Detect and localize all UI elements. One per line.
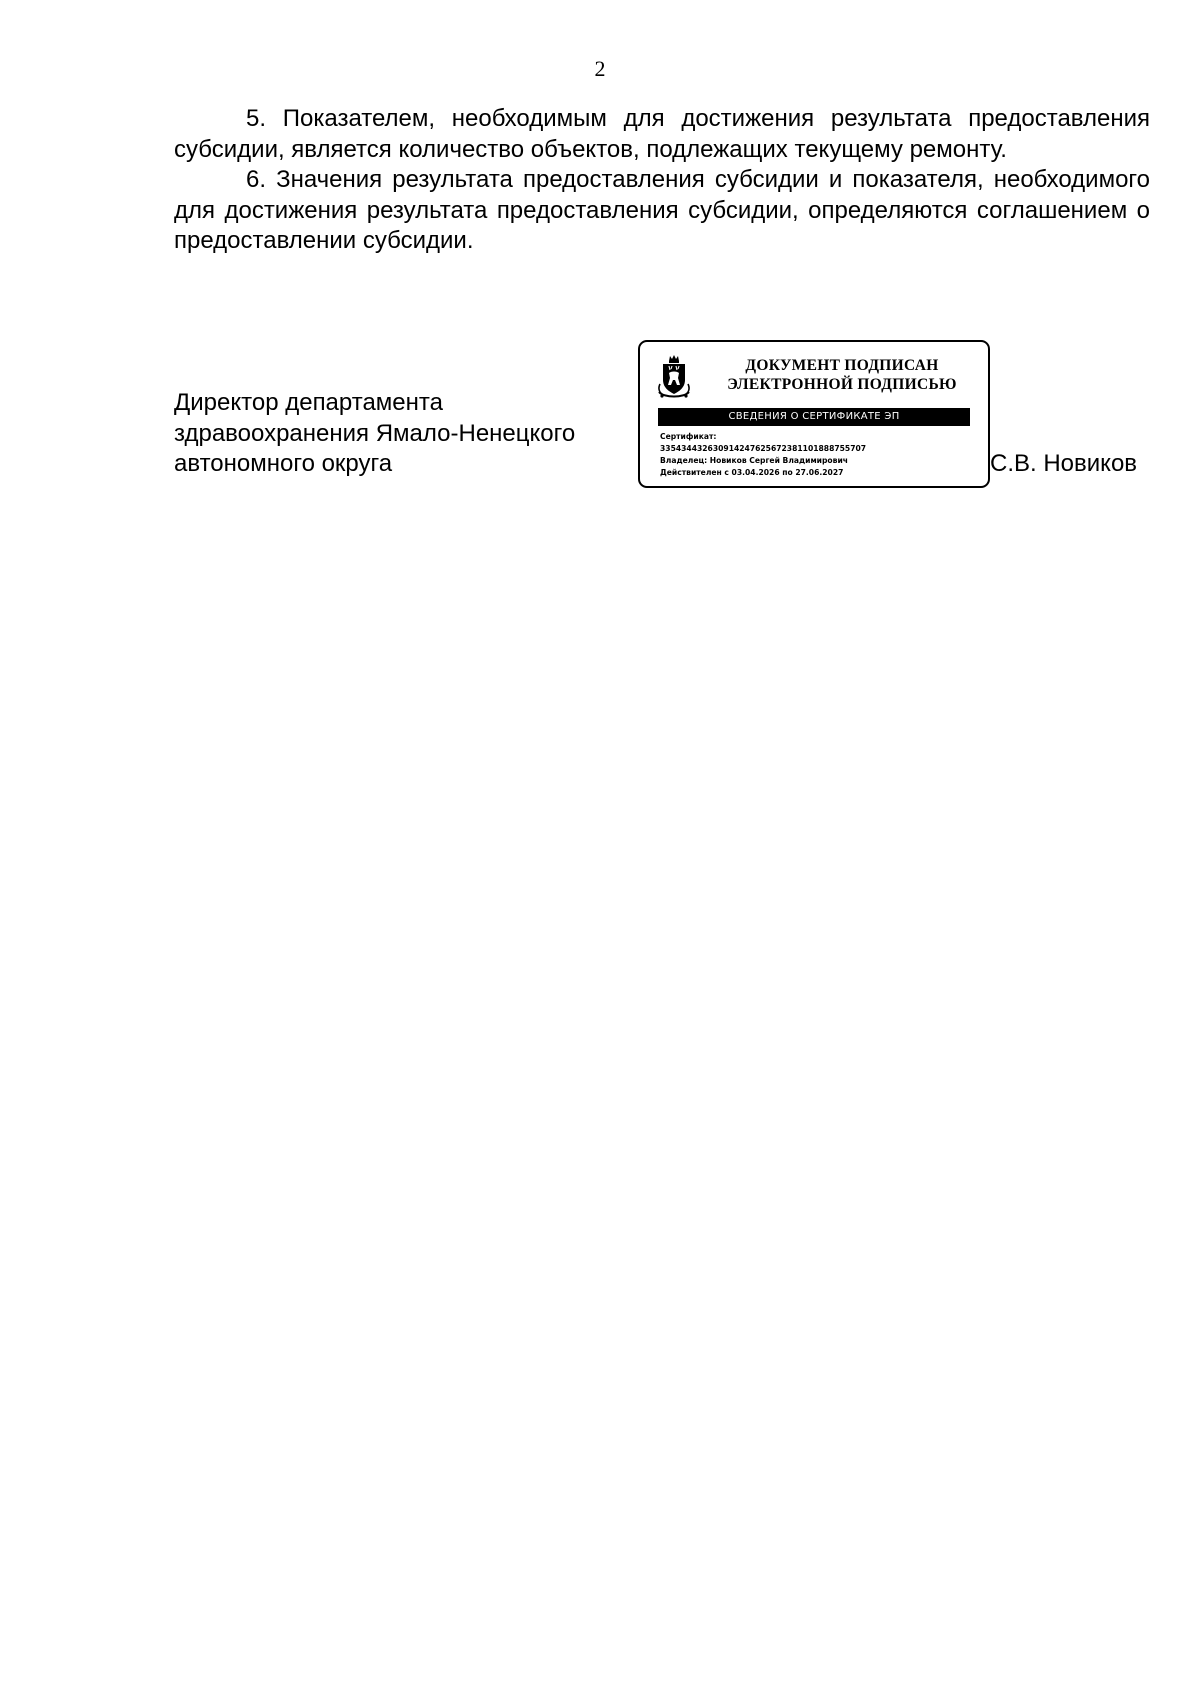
paragraph-5: 5. Показателем, необходимым для достижения результата предоставления субсидии, является количество объектов, подлежащих текущему ремонту. (174, 105, 1150, 163)
certificate-number: 335434432630914247625672381101888755707 (660, 444, 867, 453)
signatory-title-line: автономного округа (174, 450, 393, 477)
signer-name: С.В. Новиков (990, 450, 1138, 477)
signatory-title-line: Директор департамента (174, 389, 443, 416)
page-number: 2 (594, 56, 606, 81)
signatory-title-line: здравоохранения Ямало-Ненецкого (174, 419, 576, 447)
certificate-details (660, 431, 980, 479)
stamp-title-line: ЭЛЕКТРОННОЙ ПОДПИСЬЮ (727, 376, 957, 393)
document-body (174, 104, 1150, 257)
stamp-title-line: ДОКУМЕНТ ПОДПИСАН (745, 357, 939, 374)
paragraph-6: 6. Значения результата предоставления субсидии и показателя, необходимого для достижения результата предоставления субсидии, определяются соглашением о предоставлении субсидии. (174, 166, 1150, 254)
certificate-info-bar: СВЕДЕНИЯ О СЕРТИФИКАТЕ ЭП (658, 408, 970, 426)
certificate-owner: Владелец: Новиков Сергей Владимирович (660, 456, 848, 465)
certificate-label: Сертификат: (660, 432, 717, 441)
signatory-title (174, 388, 634, 480)
certificate-validity: Действителен с 03.04.2026 по 27.06.2027 (660, 468, 844, 477)
yamal-coat-of-arms-icon (656, 354, 692, 402)
stamp-title (702, 356, 982, 394)
electronic-signature-stamp (638, 340, 990, 488)
